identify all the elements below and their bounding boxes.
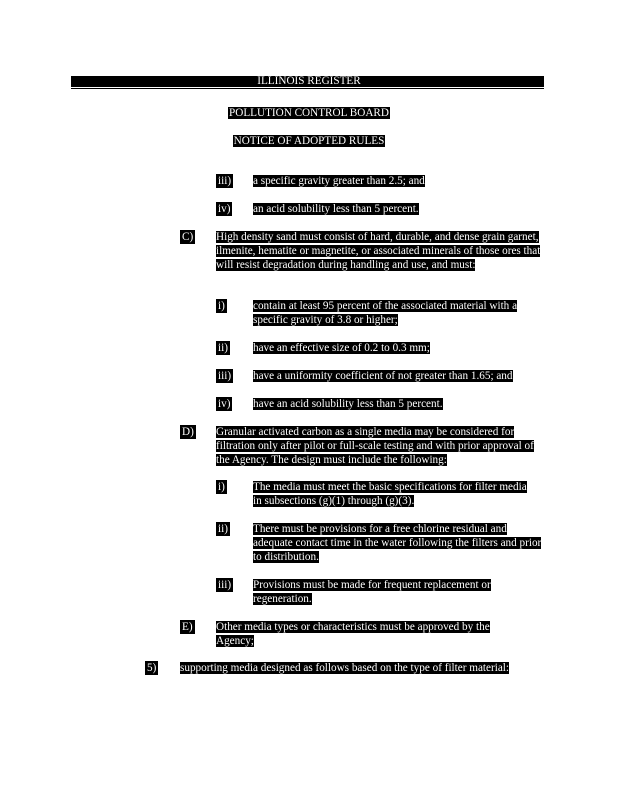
header-rule [71, 88, 544, 89]
item-text: have an effective size of 0.2 to 0.3 mm; [253, 342, 430, 354]
list-item [216, 425, 544, 467]
board-title-text: POLLUTION CONTROL BOARD [229, 107, 389, 119]
item-marker: iii) [218, 579, 232, 591]
list-item [253, 369, 544, 383]
item-marker: E) [182, 621, 193, 633]
item-text: contain at least 95 percent of the associated material with a specific gravity of 3.8 or higher; [253, 300, 518, 326]
item-marker: iii) [218, 175, 232, 187]
item-marker: C) [182, 231, 194, 243]
list-item [253, 202, 543, 216]
notice-title-text: NOTICE OF ADOPTED RULES [233, 135, 385, 147]
item-marker: i) [218, 481, 225, 493]
notice-title [0, 131, 618, 149]
list-item [216, 230, 544, 272]
list-item [180, 661, 544, 675]
item-text: The media must meet the basic specifications for filter media in subsections (g)(1) through (g)(3). [253, 481, 527, 507]
item-text: Provisions must be made for frequent replacement or regeneration. [253, 579, 491, 605]
item-text: There must be provisions for a free chlorine residual and adequate contact time in the water following the filters and prior to distribution. [253, 523, 542, 563]
item-text: have a uniformity coefficient of not greater than 1.65; and [253, 370, 513, 382]
item-text: have an acid solubility less than 5 percent. [253, 398, 443, 410]
item-marker: 5) [147, 662, 157, 674]
board-title [0, 103, 618, 121]
item-marker: ii) [218, 523, 228, 535]
item-text: supporting media designed as follows based on the type of filter material: [180, 662, 510, 674]
item-marker: i) [218, 300, 225, 312]
list-item [253, 341, 544, 355]
list-item [253, 397, 544, 411]
list-item [253, 299, 544, 327]
item-marker: ii) [218, 342, 228, 354]
list-item [253, 578, 523, 606]
item-marker: iii) [218, 370, 232, 382]
item-marker: D) [182, 426, 194, 438]
item-text: Other media types or characteristics must be approved by the Agency; [216, 621, 490, 647]
item-text: Granular activated carbon as a single media may be considered for filtration only after pilot or full-scale testing and with prior approval of the Agency. The design must include the following: [216, 426, 534, 466]
item-marker: iv) [218, 398, 231, 410]
list-item [253, 480, 533, 508]
list-item [216, 620, 516, 648]
register-title: ILLINOIS REGISTER [257, 75, 361, 87]
list-item [253, 522, 544, 564]
item-text: High density sand must consist of hard, durable, and dense grain garnet, ilmenite, hematite or magnetite, or associated minerals of those ores that will resist degradation during handling and use, and must: [216, 231, 541, 271]
item-text: an acid solubility less than 5 percent. [253, 203, 419, 215]
item-text: a specific gravity greater than 2.5; and [253, 175, 425, 187]
item-marker: iv) [218, 203, 231, 215]
list-item [253, 174, 543, 188]
